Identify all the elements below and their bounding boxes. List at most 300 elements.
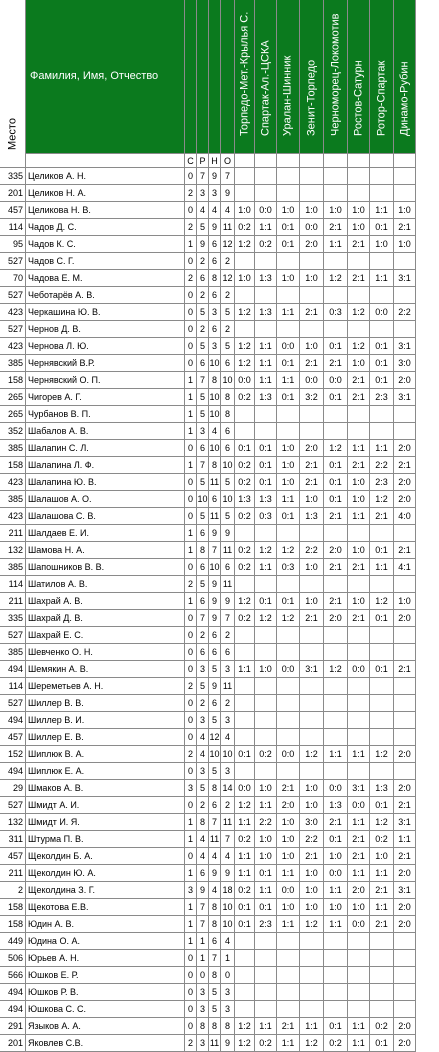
row-score: 1:2 [235, 236, 255, 253]
row-n: 4 [209, 423, 221, 440]
row-score: 0:2 [370, 831, 394, 848]
row-r: 3 [197, 763, 209, 780]
row-r: 6 [197, 559, 209, 576]
row-o: 2 [221, 287, 235, 304]
row-score [348, 423, 370, 440]
row-score: 2:1 [277, 1018, 300, 1035]
row-score: 2:0 [394, 899, 416, 916]
row-r: 2 [197, 797, 209, 814]
row-s: 1 [185, 593, 197, 610]
row-score: 0:1 [235, 746, 255, 763]
row-r: 8 [197, 814, 209, 831]
row-score [300, 967, 324, 984]
row-score: 2:0 [394, 746, 416, 763]
row-r: 1 [197, 950, 209, 967]
row-s: 0 [185, 729, 197, 746]
row-score: 0:2 [235, 219, 255, 236]
row-score: 1:2 [235, 1018, 255, 1035]
row-name: Шиллер В. И. [26, 712, 185, 729]
row-score [235, 1001, 255, 1018]
row-score: 2:1 [394, 848, 416, 865]
row-score: 0:1 [324, 338, 348, 355]
row-r: 6 [197, 525, 209, 542]
row-name: Шиллер Е. В. [26, 729, 185, 746]
row-score: 0:2 [255, 1035, 277, 1052]
row-place: 527 [0, 253, 26, 270]
row-place: 114 [0, 576, 26, 593]
row-score: 2:1 [348, 457, 370, 474]
row-score: 1:0 [235, 202, 255, 219]
row-score [235, 950, 255, 967]
row-name: Чернявский О. П. [26, 372, 185, 389]
row-name: Шахрай А. В. [26, 593, 185, 610]
row-name: Чернявский В.Р. [26, 355, 185, 372]
stat-header-blank [221, 0, 235, 154]
row-score [370, 168, 394, 185]
row-score: 0:0 [300, 219, 324, 236]
row-place: 385 [0, 440, 26, 457]
row-r: 10 [197, 491, 209, 508]
row-s: 0 [185, 168, 197, 185]
row-n: 8 [209, 372, 221, 389]
row-s: 0 [185, 287, 197, 304]
row-place: 423 [0, 304, 26, 321]
row-o: 5 [221, 474, 235, 491]
row-score: 0:3 [324, 304, 348, 321]
match-header-5 [324, 0, 348, 154]
row-score: 0:1 [255, 593, 277, 610]
row-score [348, 525, 370, 542]
row-name: Целиков Н. А. [26, 185, 185, 202]
row-score: 2:0 [394, 1018, 416, 1035]
row-score: 2:0 [324, 542, 348, 559]
row-score: 0:3 [255, 508, 277, 525]
row-score: 1:0 [300, 882, 324, 899]
row-score: 1:1 [394, 831, 416, 848]
row-score [324, 933, 348, 950]
row-score [370, 423, 394, 440]
row-place: 494 [0, 712, 26, 729]
row-score [235, 287, 255, 304]
row-score [255, 678, 277, 695]
row-score [255, 406, 277, 423]
row-score: 1:1 [235, 865, 255, 882]
row-name: Чурбанов В. П. [26, 406, 185, 423]
row-score [277, 627, 300, 644]
row-score: 1:1 [348, 1018, 370, 1035]
row-score [235, 253, 255, 270]
row-score: 2:0 [300, 236, 324, 253]
row-n: 6 [209, 644, 221, 661]
row-name: Шалдаев Е. И. [26, 525, 185, 542]
row-r: 5 [197, 678, 209, 695]
match-header-4-label: Зенит-Торпедо [305, 59, 317, 136]
row-score: 0:1 [255, 474, 277, 491]
match-header-6 [348, 0, 370, 154]
row-score [394, 1001, 416, 1018]
row-score: 2:3 [255, 916, 277, 933]
row-score [348, 763, 370, 780]
row-score [300, 168, 324, 185]
row-score: 1:2 [324, 661, 348, 678]
row-score: 1:0 [277, 831, 300, 848]
row-score: 0:1 [277, 593, 300, 610]
row-score: 1:3 [255, 491, 277, 508]
row-score: 0:1 [235, 440, 255, 457]
row-r: 5 [197, 576, 209, 593]
row-name: Целиков А. Н. [26, 168, 185, 185]
row-score: 2:1 [348, 610, 370, 627]
row-score: 1:2 [255, 610, 277, 627]
row-n: 5 [209, 763, 221, 780]
row-place: 506 [0, 950, 26, 967]
subheader-match-blank [255, 154, 277, 168]
row-o: 2 [221, 797, 235, 814]
row-o: 0 [221, 967, 235, 984]
row-o: 11 [221, 576, 235, 593]
row-s: 1 [185, 389, 197, 406]
row-n: 9 [209, 610, 221, 627]
row-place: 457 [0, 848, 26, 865]
row-o: 2 [221, 253, 235, 270]
row-score: 1:3 [300, 508, 324, 525]
row-score: 4:1 [394, 559, 416, 576]
row-score [394, 287, 416, 304]
row-r: 6 [197, 355, 209, 372]
row-score [324, 967, 348, 984]
row-s: 1 [185, 831, 197, 848]
row-o: 6 [221, 644, 235, 661]
row-score: 1:3 [255, 270, 277, 287]
row-score: 1:1 [235, 814, 255, 831]
row-score [235, 168, 255, 185]
row-name: Шалашова С. В. [26, 508, 185, 525]
row-score [370, 933, 394, 950]
row-score: 1:0 [348, 202, 370, 219]
row-score [348, 321, 370, 338]
match-header-8 [394, 0, 416, 154]
row-score: 2:0 [394, 372, 416, 389]
row-score [348, 967, 370, 984]
row-n: 10 [209, 389, 221, 406]
row-s: 0 [185, 848, 197, 865]
row-o: 7 [221, 610, 235, 627]
row-score: 0:2 [235, 559, 255, 576]
row-score [235, 185, 255, 202]
row-score [324, 678, 348, 695]
row-o: 10 [221, 372, 235, 389]
match-header-7 [370, 0, 394, 154]
row-score: 1:0 [348, 474, 370, 491]
row-o: 9 [221, 865, 235, 882]
row-place: 494 [0, 661, 26, 678]
row-s: 0 [185, 338, 197, 355]
row-place: 423 [0, 338, 26, 355]
row-name: Шалапина Л. Ф. [26, 457, 185, 474]
row-n: 4 [209, 202, 221, 219]
row-score: 1:1 [348, 508, 370, 525]
row-score: 2:1 [370, 882, 394, 899]
row-score [370, 185, 394, 202]
row-score [394, 423, 416, 440]
row-o: 2 [221, 695, 235, 712]
subheader-match-blank [324, 154, 348, 168]
row-r: 5 [197, 219, 209, 236]
row-r: 3 [197, 1035, 209, 1052]
row-score: 1:2 [348, 304, 370, 321]
row-score: 1:2 [277, 542, 300, 559]
row-s: 0 [185, 984, 197, 1001]
row-score: 0:1 [324, 831, 348, 848]
row-name: Шахрай Е. С. [26, 627, 185, 644]
row-place: 385 [0, 491, 26, 508]
row-score [370, 950, 394, 967]
row-s: 1 [185, 372, 197, 389]
row-r: 8 [197, 542, 209, 559]
row-score: 1:1 [348, 746, 370, 763]
row-name: Шмидт И. Я. [26, 814, 185, 831]
row-name: Чигорев А. Г. [26, 389, 185, 406]
row-s: 0 [185, 321, 197, 338]
row-r: 7 [197, 899, 209, 916]
row-name: Шатилов А. В. [26, 576, 185, 593]
row-score [348, 695, 370, 712]
row-place: 352 [0, 423, 26, 440]
row-name: Чадов Д. С. [26, 219, 185, 236]
row-score: 1:0 [300, 270, 324, 287]
row-score [277, 321, 300, 338]
row-score [277, 678, 300, 695]
row-r: 6 [197, 865, 209, 882]
row-score: 1:0 [324, 899, 348, 916]
row-place: 152 [0, 746, 26, 763]
row-name: Юдина О. А. [26, 933, 185, 950]
row-score [300, 627, 324, 644]
row-score [324, 287, 348, 304]
row-score [277, 576, 300, 593]
row-score: 0:0 [277, 661, 300, 678]
subheader-points: О [221, 154, 235, 168]
row-score [324, 1001, 348, 1018]
row-n: 11 [209, 831, 221, 848]
row-score: 3:1 [394, 814, 416, 831]
row-score: 1:0 [255, 661, 277, 678]
row-score [324, 185, 348, 202]
row-name: Шиплюк В. А. [26, 746, 185, 763]
row-score: 4:0 [394, 508, 416, 525]
row-score [394, 321, 416, 338]
row-score: 1:1 [255, 355, 277, 372]
row-place: 132 [0, 814, 26, 831]
row-n: 9 [209, 168, 221, 185]
row-score: 1:2 [235, 593, 255, 610]
row-r: 6 [197, 270, 209, 287]
row-r: 6 [197, 644, 209, 661]
row-score: 2:0 [394, 610, 416, 627]
row-score [300, 287, 324, 304]
row-score: 0:0 [348, 797, 370, 814]
row-score: 1:2 [300, 1035, 324, 1052]
row-n: 9 [209, 219, 221, 236]
subheader-wins: С [185, 154, 197, 168]
row-score: 1:1 [324, 746, 348, 763]
row-score: 1:0 [348, 899, 370, 916]
row-score: 2:1 [348, 372, 370, 389]
row-score: 0:2 [255, 236, 277, 253]
row-o: 9 [221, 1035, 235, 1052]
row-n: 10 [209, 406, 221, 423]
row-r: 5 [197, 474, 209, 491]
row-n: 9 [209, 865, 221, 882]
row-s: 0 [185, 950, 197, 967]
row-s: 0 [185, 610, 197, 627]
row-s: 2 [185, 576, 197, 593]
row-score [235, 933, 255, 950]
row-score [277, 695, 300, 712]
row-place: 423 [0, 508, 26, 525]
row-place: 201 [0, 1035, 26, 1052]
row-score: 0:1 [277, 219, 300, 236]
row-score [394, 712, 416, 729]
row-score [370, 984, 394, 1001]
row-s: 1 [185, 423, 197, 440]
row-score: 1:1 [255, 372, 277, 389]
row-score: 1:0 [277, 848, 300, 865]
row-score [370, 287, 394, 304]
row-s: 1 [185, 457, 197, 474]
row-score: 1:0 [324, 848, 348, 865]
row-r: 3 [197, 984, 209, 1001]
row-n: 11 [209, 508, 221, 525]
row-score [394, 763, 416, 780]
row-score: 2:1 [394, 797, 416, 814]
row-score [324, 950, 348, 967]
match-header-1 [235, 0, 255, 154]
row-o: 2 [221, 321, 235, 338]
row-score: 0:1 [255, 865, 277, 882]
subheader-match-blank [300, 154, 324, 168]
row-score [300, 984, 324, 1001]
row-o: 6 [221, 423, 235, 440]
row-score: 1:1 [370, 899, 394, 916]
subheader-match-blank [394, 154, 416, 168]
row-score [394, 967, 416, 984]
row-r: 3 [197, 712, 209, 729]
row-score: 0:1 [370, 542, 394, 559]
row-score [394, 185, 416, 202]
row-score: 1:1 [348, 1035, 370, 1052]
row-o: 5 [221, 508, 235, 525]
row-n: 8 [209, 457, 221, 474]
row-s: 0 [185, 253, 197, 270]
row-score: 0:1 [277, 508, 300, 525]
row-score: 2:1 [348, 559, 370, 576]
row-r: 4 [197, 831, 209, 848]
row-score [235, 695, 255, 712]
row-score [324, 168, 348, 185]
row-score [324, 253, 348, 270]
row-score: 3:0 [300, 814, 324, 831]
row-score: 1:1 [255, 797, 277, 814]
row-score [255, 627, 277, 644]
row-score: 1:0 [324, 202, 348, 219]
row-r: 3 [197, 423, 209, 440]
subheader-blank [26, 154, 185, 168]
row-score [348, 576, 370, 593]
row-score [277, 950, 300, 967]
row-name: Юдин А. В. [26, 916, 185, 933]
row-r: 2 [197, 253, 209, 270]
row-n: 6 [209, 933, 221, 950]
row-score: 2:1 [300, 457, 324, 474]
row-name: Юшкова С. С. [26, 1001, 185, 1018]
row-score: 1:0 [277, 440, 300, 457]
row-o: 3 [221, 661, 235, 678]
row-r: 0 [197, 967, 209, 984]
row-name: Шалапина Ю. В. [26, 474, 185, 491]
row-name: Шапошников В. В. [26, 559, 185, 576]
row-name: Чеботарёв А. В. [26, 287, 185, 304]
row-r: 4 [197, 848, 209, 865]
row-o: 9 [221, 185, 235, 202]
row-score [255, 168, 277, 185]
row-score [277, 763, 300, 780]
row-s: 0 [185, 440, 197, 457]
row-score: 1:1 [255, 219, 277, 236]
row-o: 12 [221, 236, 235, 253]
row-o: 3 [221, 763, 235, 780]
row-score: 0:1 [255, 899, 277, 916]
row-score [255, 321, 277, 338]
row-score: 2:1 [324, 593, 348, 610]
row-score: 1:1 [324, 916, 348, 933]
row-name: Яковлев С.В. [26, 1035, 185, 1052]
row-n: 8 [209, 1018, 221, 1035]
row-score: 1:1 [277, 491, 300, 508]
row-r: 6 [197, 440, 209, 457]
row-name: Щеколдин Ю. А. [26, 865, 185, 882]
row-score [255, 950, 277, 967]
row-score: 1:1 [255, 882, 277, 899]
row-score [277, 644, 300, 661]
row-score [348, 406, 370, 423]
row-score [348, 729, 370, 746]
row-o: 7 [221, 831, 235, 848]
row-name: Юшков Р. В. [26, 984, 185, 1001]
row-n: 4 [209, 882, 221, 899]
row-score [370, 627, 394, 644]
row-score: 1:3 [324, 797, 348, 814]
row-score: 1:2 [235, 1035, 255, 1052]
row-s: 1 [185, 933, 197, 950]
row-score: 0:2 [235, 831, 255, 848]
row-score [370, 406, 394, 423]
row-n: 7 [209, 814, 221, 831]
row-score: 1:0 [300, 491, 324, 508]
row-s: 1 [185, 406, 197, 423]
row-score [277, 1001, 300, 1018]
row-r: 5 [197, 780, 209, 797]
row-score: 1:1 [255, 338, 277, 355]
row-score [255, 763, 277, 780]
row-o: 8 [221, 1018, 235, 1035]
row-n: 9 [209, 678, 221, 695]
row-score: 1:0 [348, 542, 370, 559]
row-n: 10 [209, 440, 221, 457]
subheader-match-blank [277, 154, 300, 168]
row-n: 10 [209, 355, 221, 372]
row-score [300, 729, 324, 746]
